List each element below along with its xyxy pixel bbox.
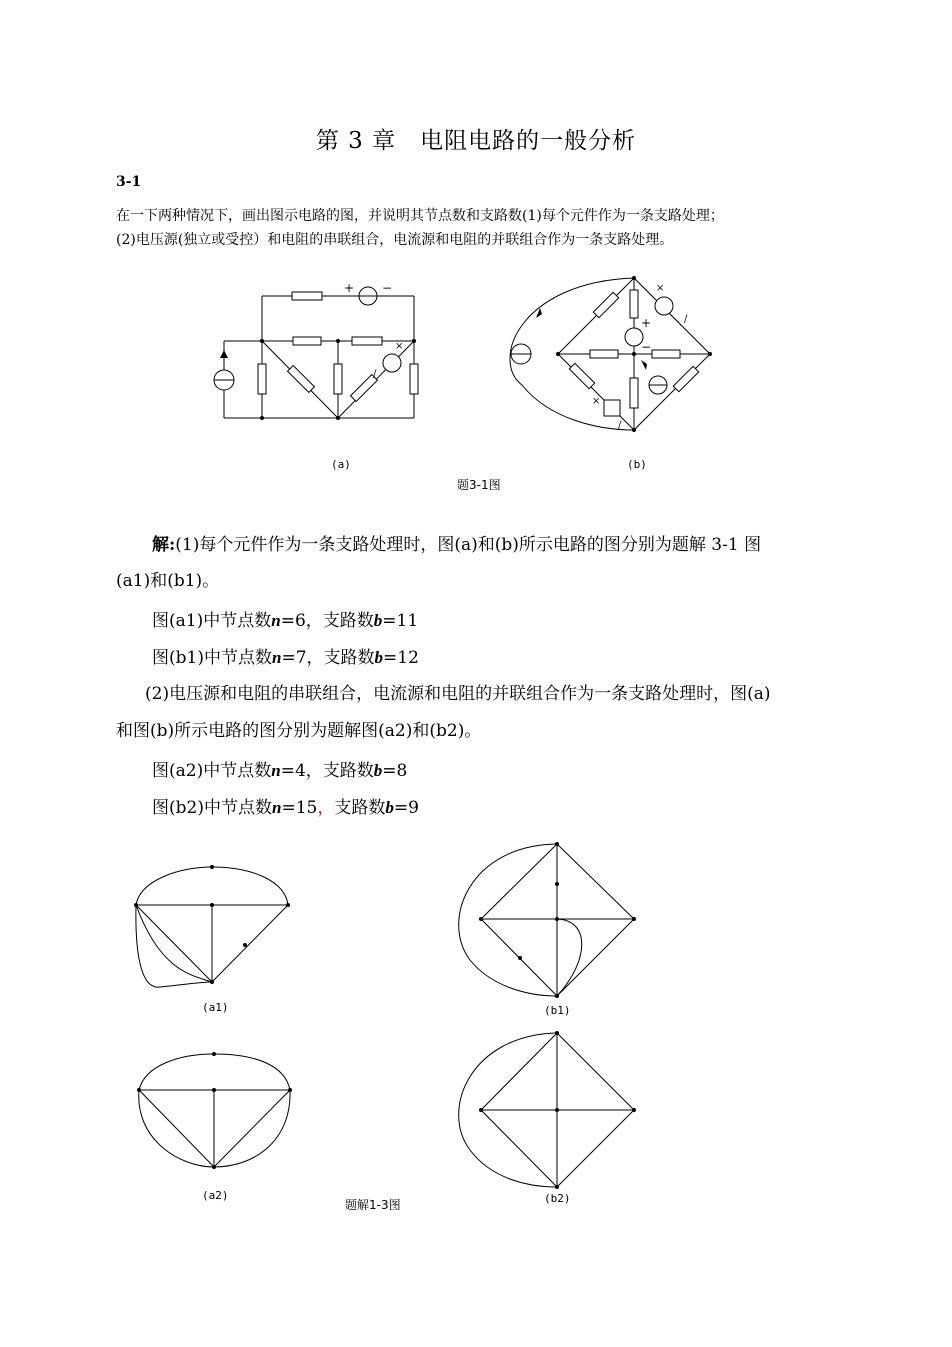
solution-line-2: (a1)和(b1)。 — [116, 571, 220, 591]
result-b2: 图(b2)中节点数n=15，支路数b=9 — [152, 798, 419, 818]
solution-part2-line-1: (2)电压源和电阻的串联组合，电流源和电阻的并联组合作为一条支路处理时，图(a) — [145, 684, 771, 704]
controlled-mark-b2: × — [592, 396, 601, 407]
polarity-plus-a: + — [344, 281, 355, 295]
controlled-mark-a: × — [395, 341, 404, 352]
chapter-title: 第 3 章 电阻电路的一般分析 — [315, 128, 637, 154]
controlled-tick-b1: / — [684, 314, 688, 325]
polarity-minus-b: − — [641, 340, 652, 354]
polarity-minus-a: − — [382, 281, 393, 295]
solution-part1-intro: (1)每个元件作为一条支路处理时，图(a)和(b)所示电路的图分别为题解 3-1 图 — [175, 535, 762, 555]
graph-label-b2: (b2) — [544, 1192, 571, 1205]
result-a1: 图(a1)中节点数n=6，支路数b=11 — [152, 611, 419, 631]
result-a2: 图(a2)中节点数n=4，支路数b=8 — [152, 761, 408, 781]
graph-label-b1: (b1) — [544, 1004, 571, 1017]
graph-label-a1: (a1) — [202, 1001, 229, 1014]
controlled-tick-a: / — [373, 369, 377, 380]
figure-label-a: (a) — [331, 458, 351, 471]
solution-lead: 解: — [152, 535, 176, 555]
graph-label-a2: (a2) — [202, 1189, 229, 1202]
polarity-plus-b: + — [641, 316, 652, 330]
figure-label-b: (b) — [627, 458, 647, 471]
figure-caption-1: 题3-1图 — [457, 478, 501, 492]
controlled-tick-b2: / — [618, 420, 622, 431]
problem-number: 3-1 — [116, 174, 142, 190]
solution-part2-line-2: 和图(b)所示电路的图分别为题解图(a2)和(b2)。 — [116, 721, 482, 741]
problem-statement-line-1: 在一下两种情况下，画出图示电路的图，并说明其节点数和支路数(1)每个元件作为一条支路处理； — [116, 208, 724, 224]
controlled-mark-b1: × — [656, 283, 665, 294]
problem-statement-line-2: (2)电压源(独立或受控）和电阻的串联组合，电流源和电阻的并联组合作为一条支路处理。 — [116, 232, 674, 248]
figure-caption-2: 题解1-3图 — [345, 1198, 401, 1212]
result-b1: 图(b1)中节点数n=7，支路数b=12 — [152, 648, 419, 668]
